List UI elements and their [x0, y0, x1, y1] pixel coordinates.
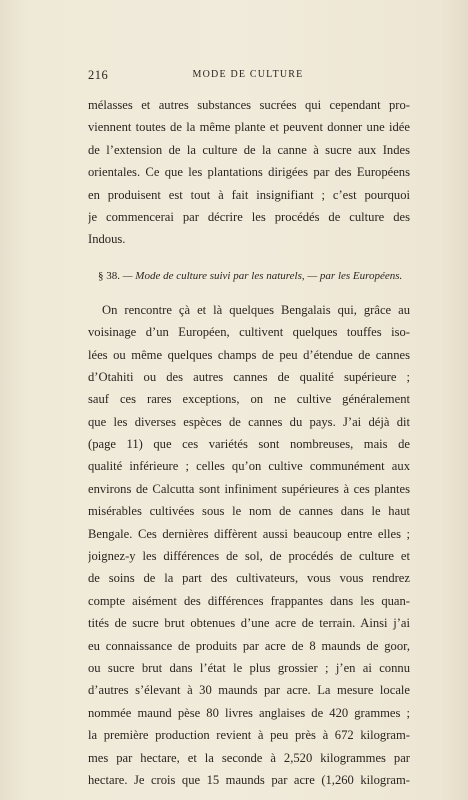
text-line: lées ou même quelques champs de peu d’étendue de cannes [88, 347, 410, 362]
text-line: mélasses et autres substances sucrées qui cependant pro- [88, 98, 410, 112]
text-line: d’autres s’élevant à 30 maunds par acre. La mesure locale [88, 683, 410, 698]
section-title: — Mode de culture suivi par les naturels, — par les Européens. [122, 269, 403, 282]
text-line: orientales. Ce que les plantations dirigées par des Européens [88, 165, 410, 180]
text-line: que les diverses espèces de cannes du pays. J’ai déjà dit [88, 414, 410, 429]
text-line: de l’extension de la culture de la canne à sucre aux Indes [88, 142, 410, 157]
section-number: § 38. [98, 269, 120, 282]
paragraph-2 [88, 299, 410, 792]
paragraph-1 [88, 94, 410, 251]
text-line: sauf ces rares exceptions, on ne cultive généralement [88, 392, 410, 407]
page-header [88, 68, 408, 86]
text-line: joignez-y les différences de sol, de procédés de culture et [88, 549, 410, 564]
page-number: 216 [88, 68, 109, 82]
body-text [88, 94, 410, 791]
text-line: voisinage d’un Européen, cultivent quelques touffes iso- [88, 325, 410, 340]
running-head: MODE DE CULTURE [192, 69, 304, 80]
text-line: en produisent est tout à fait insignifiant ; c’est pourquoi [88, 187, 410, 202]
text-line: Bengale. Ces dernières diffèrent aussi beaucoup entre elles ; [88, 526, 410, 541]
section-heading [88, 265, 410, 287]
text-line: la première production revient à peu près à 672 kilogram- [88, 728, 410, 743]
text-line: compte aisément des différences frappantes dans les quan- [88, 593, 410, 608]
text-line: ou sucre brut dans l’état le plus grossier ; j’en ai connu [88, 660, 410, 675]
text-line: viennent toutes de la même plante et peuvent donner une idée [88, 120, 410, 135]
text-line: eu connaissance de produits par acre de 8 maunds de goor, [88, 638, 410, 653]
text-line: (page 11) que ces variétés sont nombreuses, mais de [88, 437, 410, 452]
text-line: environs de Calcutta sont infiniment supérieures à ces plantes [88, 481, 410, 496]
text-line: de soins de la part des cultivateurs, vous vous rendrez [88, 571, 410, 586]
text-line: Indous. [88, 232, 126, 247]
text-line: tités de sucre brut obtenues d’une acre de terrain. Ainsi j’ai [88, 616, 410, 631]
text-line: qualité inférieure ; celles qu’on cultive communément aux [88, 459, 410, 474]
text-line: misérables cultivées sous le nom de cannes dans le haut [88, 504, 410, 519]
text-line: je commencerai par décrire les procédés de culture des [88, 209, 410, 224]
text-line: nommée maund pèse 80 livres anglaises de 420 grammes ; [88, 705, 410, 720]
text-line: d’Otahiti ou des autres cannes de qualité supérieure ; [88, 369, 410, 384]
text-line: mes par hectare, et la seconde à 2,520 kilogrammes par [88, 750, 410, 765]
text-line: On rencontre çà et là quelques Bengalais qui, grâce au [102, 302, 410, 317]
text-line: hectare. Je crois que 15 maunds par acre (1,260 kilogram- [88, 772, 410, 787]
